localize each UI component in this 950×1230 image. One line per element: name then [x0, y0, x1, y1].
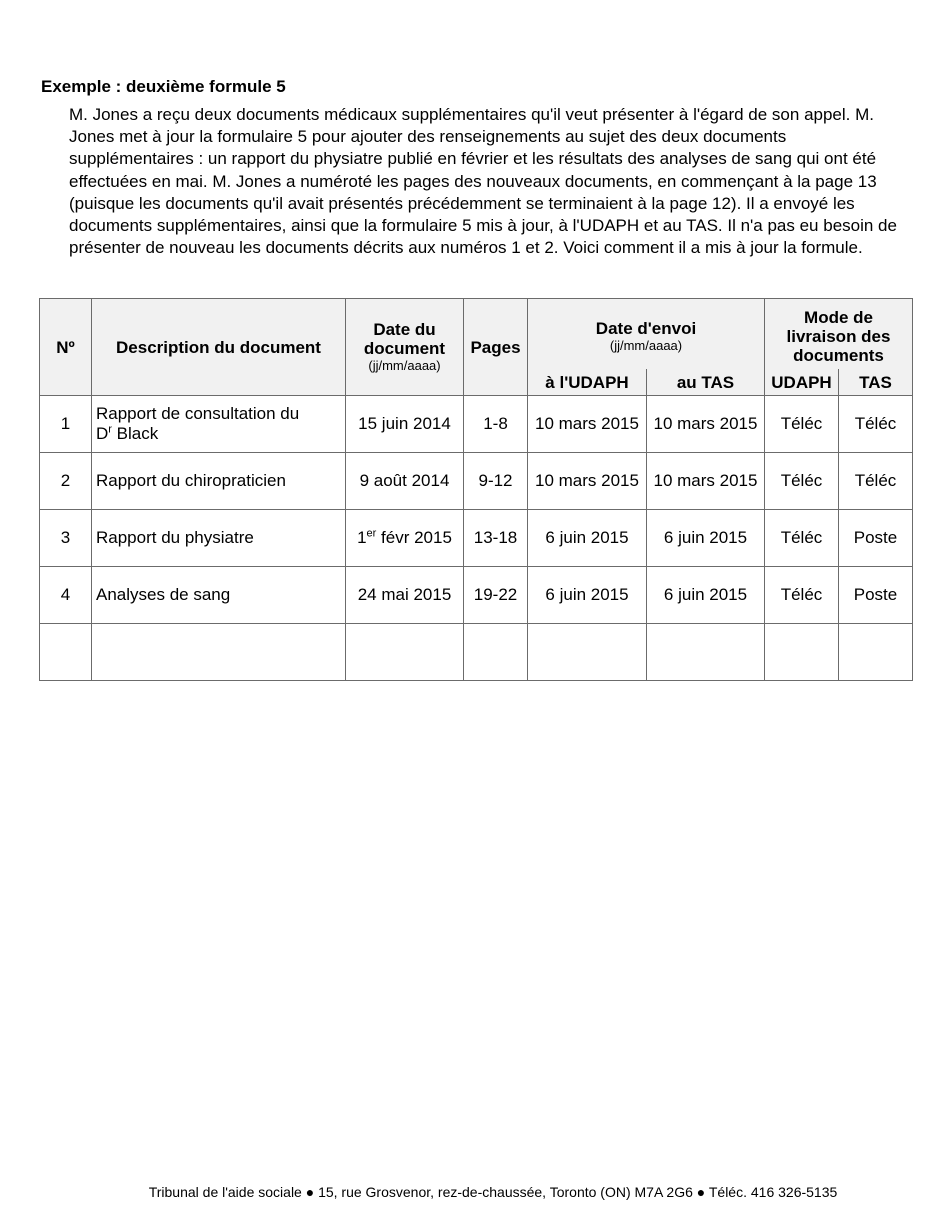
- page-footer: Tribunal de l'aide sociale ● 15, rue Grosvenor, rez-de-chaussée, Toronto (ON) M7A 2G6 ● Téléc. 416 326-5135: [148, 1184, 838, 1200]
- cell-sent-tas: 6 juin 2015: [647, 567, 765, 624]
- cell-description: Rapport du physiatre: [92, 510, 346, 567]
- cell-mode-tas: Téléc: [839, 453, 913, 510]
- cell-mode-tas: Téléc: [839, 396, 913, 453]
- cell-description: [92, 396, 346, 453]
- header-no: Nº: [40, 299, 92, 396]
- cell-description: Analyses de sang: [92, 567, 346, 624]
- header-udaph: à l'UDAPH: [528, 369, 647, 396]
- cell-empty: [647, 624, 765, 681]
- header-mode-tas: TAS: [839, 369, 913, 396]
- cell-description-dr: D: [96, 424, 109, 443]
- cell-no: 3: [40, 510, 92, 567]
- cell-empty: [839, 624, 913, 681]
- cell-no: 4: [40, 567, 92, 624]
- cell-mode-tas: Poste: [839, 510, 913, 567]
- cell-no: 1: [40, 396, 92, 453]
- cell-sent-tas: 6 juin 2015: [647, 510, 765, 567]
- header-date-envoi-label: Date d'envoi: [595, 318, 697, 338]
- table-row: [40, 567, 913, 624]
- documents-table: [39, 298, 913, 681]
- header-mode-livraison: Mode de livraison des documents: [765, 299, 913, 370]
- header-mode-udaph: UDAPH: [765, 369, 839, 396]
- cell-sent-udaph: 10 mars 2015: [528, 396, 647, 453]
- cell-description-dr-sup: r: [108, 423, 112, 436]
- header-date-envoi: [528, 299, 765, 370]
- cell-date-rest: févr 2015: [376, 528, 452, 547]
- cell-empty: [765, 624, 839, 681]
- table-row: [40, 453, 913, 510]
- cell-date: [346, 510, 464, 567]
- header-date-document-format: (jj/mm/aaaa): [368, 358, 441, 373]
- table-row: [40, 396, 913, 453]
- cell-mode-udaph: Téléc: [765, 567, 839, 624]
- header-date-document: [346, 299, 464, 396]
- section-heading: Exemple : deuxième formule 5: [41, 77, 286, 96]
- cell-mode-udaph: Téléc: [765, 396, 839, 453]
- cell-empty: [40, 624, 92, 681]
- cell-description-line1: Rapport de consultation du: [96, 404, 300, 423]
- header-pages: Pages: [464, 299, 528, 396]
- cell-sent-tas: 10 mars 2015: [647, 396, 765, 453]
- header-date-document-label: Date du document: [363, 320, 446, 358]
- cell-pages: 9-12: [464, 453, 528, 510]
- cell-empty: [528, 624, 647, 681]
- cell-description: Rapport du chiropraticien: [92, 453, 346, 510]
- cell-pages: 19-22: [464, 567, 528, 624]
- table-row-empty: [40, 624, 913, 681]
- cell-sent-tas: 10 mars 2015: [647, 453, 765, 510]
- cell-empty: [464, 624, 528, 681]
- cell-no: 2: [40, 453, 92, 510]
- cell-mode-tas: Poste: [839, 567, 913, 624]
- cell-sent-udaph: 6 juin 2015: [528, 510, 647, 567]
- header-tas: au TAS: [647, 369, 765, 396]
- cell-date: 15 juin 2014: [346, 396, 464, 453]
- header-description: Description du document: [92, 299, 346, 396]
- table-row: [40, 510, 913, 567]
- cell-date-sup: er: [366, 527, 377, 540]
- cell-empty: [346, 624, 464, 681]
- cell-mode-udaph: Téléc: [765, 453, 839, 510]
- cell-date: 24 mai 2015: [346, 567, 464, 624]
- cell-date-day: 1: [357, 528, 367, 547]
- cell-pages: 13-18: [464, 510, 528, 567]
- cell-date: 9 août 2014: [346, 453, 464, 510]
- table-header-row: [40, 299, 913, 370]
- cell-sent-udaph: 6 juin 2015: [528, 567, 647, 624]
- header-date-envoi-format: (jj/mm/aaaa): [609, 337, 683, 353]
- intro-paragraph: M. Jones a reçu deux documents médicaux supplémentaires qu'il veut présenter à l'égard de son appel. M. Jones met à jour la formulaire 5 pour ajouter des renseignements au sujet des deux documents supplémentaires : un rapport du physiatre publié en février et les résultats des analyses de sang qui ont été effectuées en mai. M. Jones a numéroté les pages des nouveaux documents, en commençant à la page 13 (puisque les documents qu'il avait présentés précédemment se terminaient à la page 12). Il a envoyé les documents supplémentaires, ainsi que la formulaire 5 mis à jour, à l'UDAPH et au TAS. Il n'a pas eu besoin de présenter de nouveau les documents décrits aux numéros 1 et 2. Voici comment il a mis à jour la formule.: [69, 105, 897, 258]
- cell-sent-udaph: 10 mars 2015: [528, 453, 647, 510]
- cell-mode-udaph: Téléc: [765, 510, 839, 567]
- cell-description-name: Black: [111, 424, 159, 443]
- cell-pages: 1-8: [464, 396, 528, 453]
- cell-empty: [92, 624, 346, 681]
